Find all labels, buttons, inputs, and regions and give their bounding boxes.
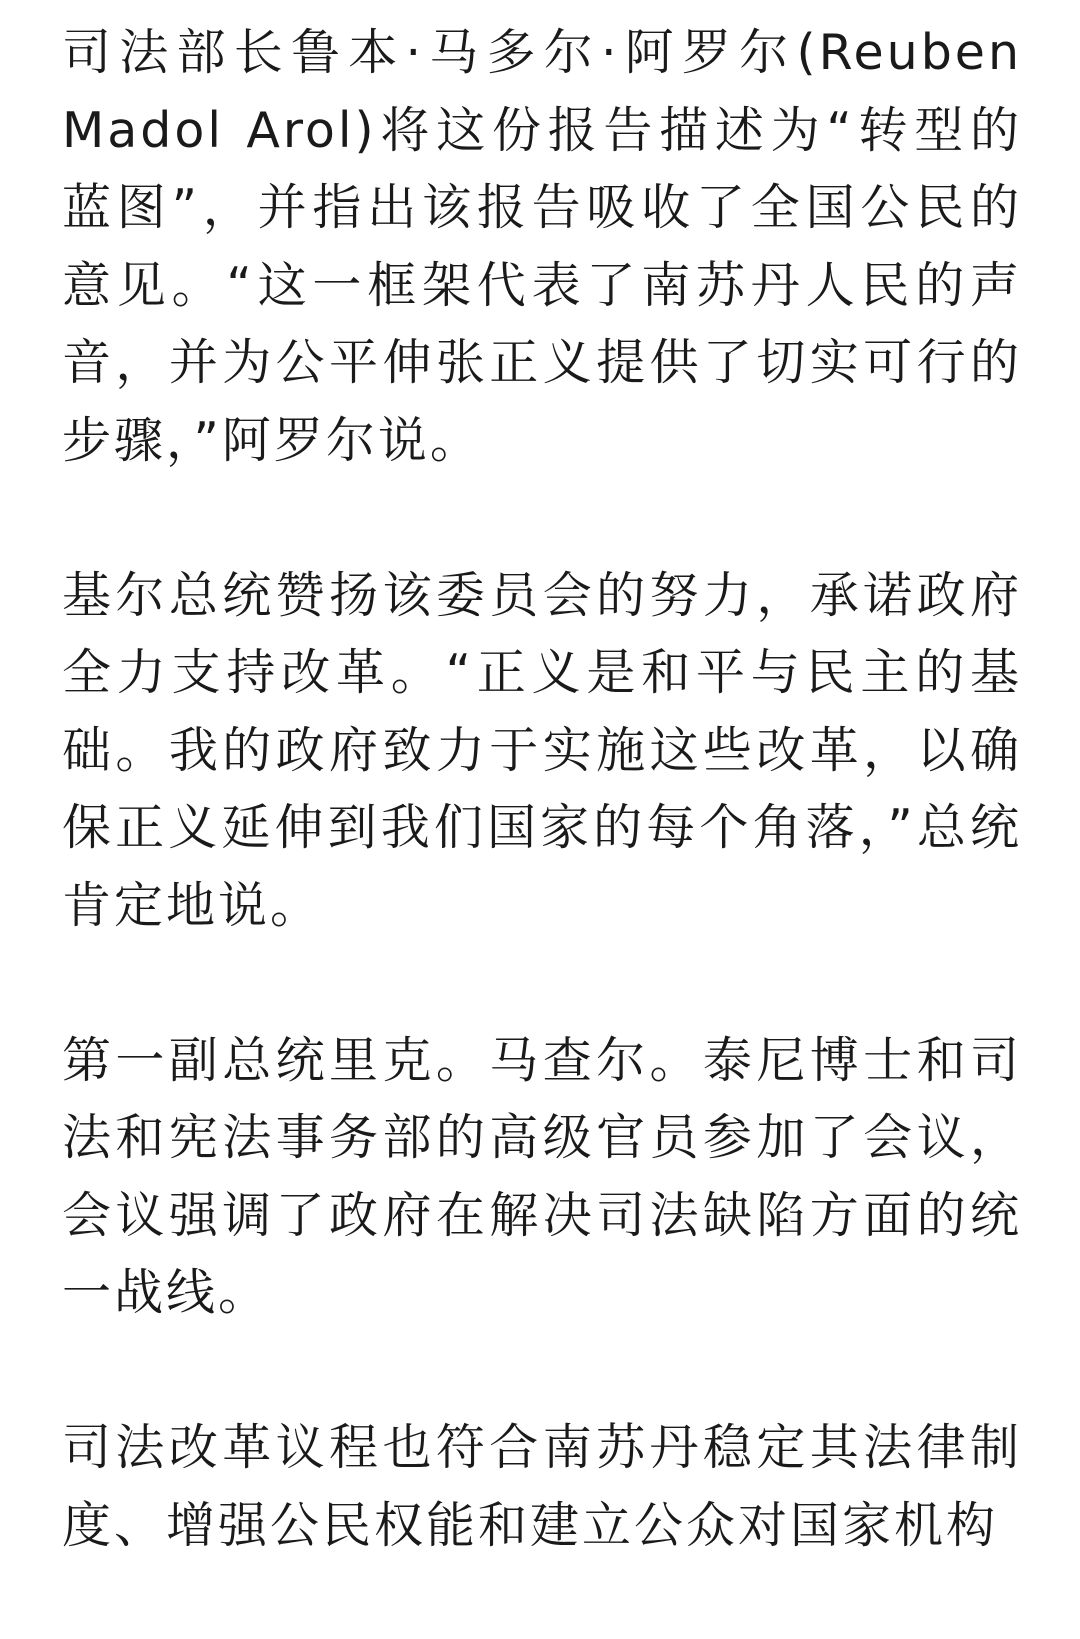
article-body	[62, 14, 1022, 1564]
article-paragraph: 第一副总统里克。马查尔。泰尼博士和司法和宪法事务部的高级官员参加了会议，会议强调了政府在解决司法缺陷方面的统一战线。	[62, 1031, 1022, 1321]
article-paragraph: 司法改革议程也符合南苏丹稳定其法律制度、增强公民权能和建立公众对国家机构	[62, 1419, 1022, 1554]
article-paragraph: 司法部长鲁本·马多尔·阿罗尔(Reuben Madol Arol)将这份报告描述为“转型的蓝图”，并指出该报告吸收了全国公民的意见。“这一框架代表了南苏丹人民的声音，并为公平伸张正义提供了切实可行的步骤，”阿罗尔说。	[62, 24, 1022, 469]
article-paragraph: 基尔总统赞扬该委员会的努力，承诺政府全力支持改革。“正义是和平与民主的基础。我的政府致力于实施这些改革，以确保正义延伸到我们国家的每个角落，”总统肯定地说。	[62, 566, 1022, 934]
